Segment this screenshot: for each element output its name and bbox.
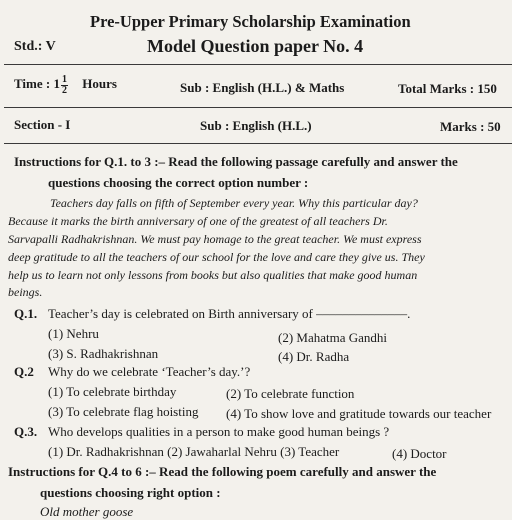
q1-option-1: (1) Nehru — [48, 326, 99, 341]
rule-top — [4, 64, 512, 65]
time-fraction — [61, 75, 68, 96]
q1-option-2: (2) Mahatma Gandhi — [278, 330, 388, 345]
total-marks: Total Marks : 150 — [398, 81, 497, 96]
passage-line-1: Teachers day falls on fifth of September every year. Why this particular day? — [50, 196, 418, 210]
q3-number: Q.3. — [14, 424, 38, 439]
passage-line-3: Sarvapalli Radhakrishnan. We must pay homage to the great teacher. We must express — [8, 232, 422, 246]
rule-bottom — [4, 143, 512, 144]
q1-option-3: (3) S. Radhakrishnan — [48, 346, 159, 361]
instructions-q4-6-line2: questions choosing right option : — [40, 485, 221, 500]
q2-option-3: (3) To celebrate flag hoisting — [48, 404, 199, 419]
section-marks: Marks : 50 — [440, 119, 501, 134]
poem-first-line: Old mother goose — [40, 504, 134, 519]
instructions-q1-3-line2: questions choosing the correct option number : — [48, 175, 309, 190]
q1-number: Q.1. — [14, 306, 38, 321]
passage-line-4: deep gratitude to all the teachers of our school for the love and care they give us. They — [8, 250, 425, 264]
passage-line-2: Because it marks the birth anniversary of one of the greatest of all teachers Dr. — [8, 214, 388, 228]
passage-line-5: help us to learn not only lessons from books but also qualities that make good human — [8, 268, 418, 282]
instructions-q1-3-line1: Instructions for Q.1. to 3 :– Read the following passage carefully and answer the — [14, 154, 458, 169]
q2-option-2: (2) To celebrate function — [226, 386, 355, 401]
time-label: Time : 1 — [14, 76, 60, 91]
q2-text: Why do we celebrate ‘Teacher’s day.’? — [48, 364, 251, 379]
subject-label: Sub : English (H.L.) & Maths — [180, 80, 345, 95]
instructions-q4-6-line1: Instructions for Q.4 to 6 :– Read the following poem carefully and answer the — [8, 464, 437, 479]
passage-line-6: beings. — [8, 285, 43, 299]
q2-option-4: (4) To show love and gratitude towards our teacher — [226, 406, 492, 421]
q3-text: Who develops qualities in a person to make good human beings ? — [48, 424, 390, 439]
rule-mid — [4, 107, 512, 108]
time-row — [14, 73, 117, 96]
q2-option-1: (1) To celebrate birthday — [48, 384, 177, 399]
q1-option-4: (4) Dr. Radha — [278, 349, 350, 364]
time-fraction-denominator: 2 — [61, 84, 67, 96]
section-subject: Sub : English (H.L.) — [200, 118, 312, 133]
q1-text: Teacher’s day is celebrated on Birth anniversary of ––––––––––––––. — [48, 306, 411, 321]
section-name: Section - I — [14, 117, 71, 132]
q2-number: Q.2 — [14, 364, 34, 379]
std-label: Std.: V — [14, 39, 56, 54]
q3-options: (1) Dr. Radhakrishnan (2) Jawaharlal Nehru (3) Teacher — [48, 444, 340, 459]
paper-title: Model Question paper No. 4 — [147, 36, 364, 56]
time-unit: Hours — [82, 76, 117, 91]
time-fraction-numerator: 1 — [61, 73, 67, 85]
q3-option-4: (4) Doctor — [392, 446, 447, 461]
exam-title: Pre-Upper Primary Scholarship Examination — [90, 12, 411, 31]
